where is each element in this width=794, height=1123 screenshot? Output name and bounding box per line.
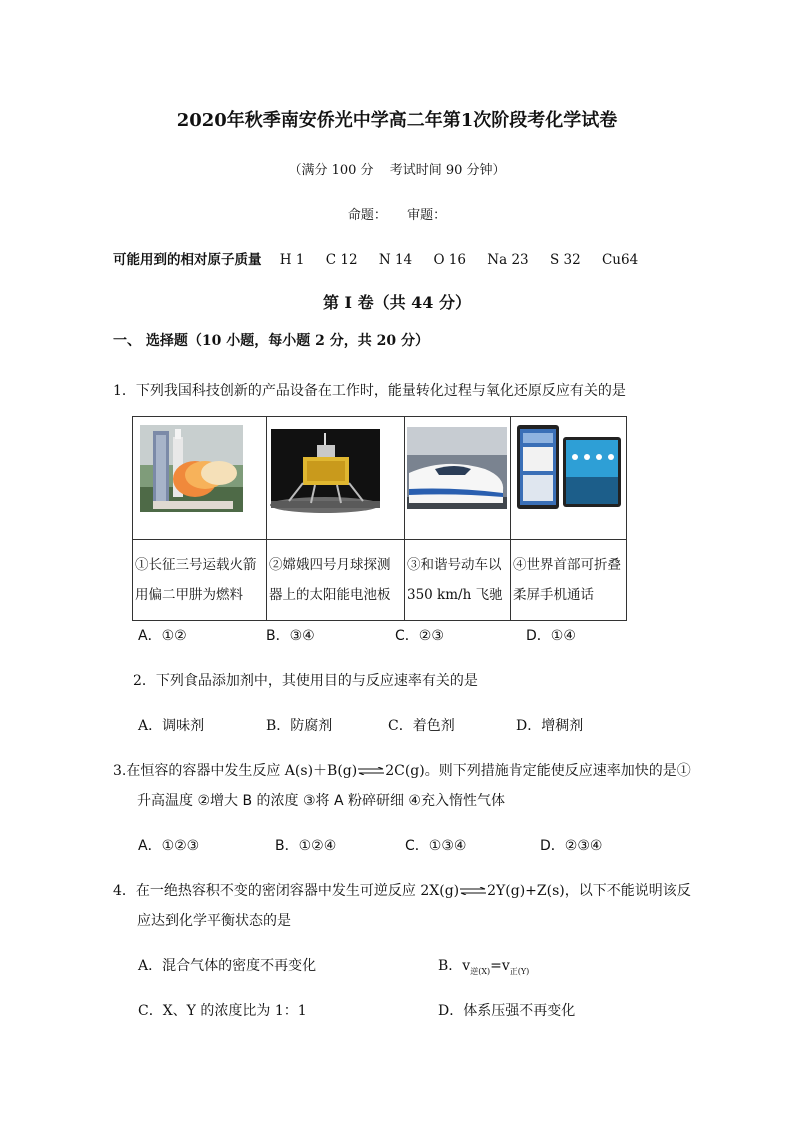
exam-subtitle	[0, 159, 794, 178]
q4-option-b-pre: B．v	[438, 958, 471, 974]
bullet-train-image	[405, 417, 510, 535]
section-title: 一、 选择题（10 小题，每小题 2 分，共 20 分）	[113, 333, 429, 349]
q3-option-c: C．①③④	[405, 838, 467, 854]
q2-stem: 2．下列食品添加剂中，其使用目的与反应速率有关的是	[133, 673, 478, 689]
q4-option-a: A．混合气体的密度不再变化	[138, 958, 317, 974]
q1-option-c: C．②③	[395, 628, 444, 644]
atomic-masses	[113, 248, 655, 268]
mass-na: Na 23	[487, 252, 529, 268]
q4-stem-line2: 应达到化学平衡状态的是	[137, 913, 291, 929]
part-title: 第 I 卷（共 44 分）	[322, 293, 472, 312]
q3-stem	[113, 760, 691, 780]
q1-image-cell-4	[511, 417, 627, 540]
q1-cell-2: ②嫦娥四号月球探测器上的太阳能电池板	[267, 540, 405, 621]
q4-option-d: D．体系压强不再变化	[438, 1003, 576, 1019]
author-label: 命题：	[347, 208, 387, 223]
exam-roles	[0, 204, 794, 223]
foldable-phone-image	[511, 417, 626, 535]
q3-option-d: D．②③④	[540, 838, 603, 854]
q3-stem-pre: 3.在恒容的容器中发生反应 A(s)＋B(g)	[113, 763, 358, 779]
q1-cell-1: ①长征三号运载火箭用偏二甲肼为燃料	[133, 540, 267, 621]
q3-stem-line2: 升高温度 ②增大 B 的浓度 ③将 A 粉碎研细 ④充入惰性气体	[137, 793, 505, 809]
q2-option-b: B．防腐剂	[266, 718, 333, 734]
q4-option-b-sub1: 逆(X)	[470, 966, 491, 976]
exam-title: 2020年秋季南安侨光中学高二年第1次阶段考化学试卷	[176, 110, 618, 131]
mass-n: N 14	[378, 252, 413, 268]
q1-image-cell-1	[133, 417, 267, 540]
q1-option-a: A．①②	[138, 628, 187, 644]
q3-option-b: B．①②④	[275, 838, 337, 854]
q1-cell-4: ④世界首部可折叠柔屏手机通话	[511, 540, 627, 621]
q4-stem-pre: 4．在一绝热容积不变的密闭容器中发生可逆反应 2X(g)	[113, 883, 460, 899]
q4-stem	[113, 880, 691, 900]
q1-option-b: B．③④	[266, 628, 315, 644]
q3-option-a: A．①②③	[138, 838, 200, 854]
q1-table	[132, 416, 627, 621]
mass-s: S 32	[549, 252, 581, 268]
q3-stem-post: 2C(g)。则下列措施肯定能使反应速率加快的是①	[385, 763, 691, 779]
q1-image-cell-2	[267, 417, 405, 540]
full-score: （满分 100 分	[288, 163, 374, 178]
q4-stem-post: 2Y(g)+Z(s)，以下不能说明该反	[487, 883, 691, 899]
reviewer-label: 审题：	[407, 208, 447, 223]
q2-option-a: A．调味剂	[138, 718, 205, 734]
exam-time: 考试时间 90 分钟）	[389, 163, 506, 178]
rocket-launch-image	[133, 417, 266, 535]
lunar-lander-image	[267, 417, 404, 535]
q4-option-b	[438, 955, 529, 977]
atomic-masses-label: 可能用到的相对原子质量	[113, 252, 262, 268]
q4-option-c: C．X、Y 的浓度比为 1：1	[138, 1003, 307, 1019]
q4-option-b-mid: =v	[490, 958, 510, 974]
q2-option-c: C．着色剂	[388, 718, 455, 734]
mass-o: O 16	[433, 252, 466, 268]
q1-image-cell-3	[405, 417, 511, 540]
mass-cu: Cu64	[601, 252, 639, 268]
equilibrium-arrow-icon	[459, 887, 487, 895]
mass-c: C 12	[325, 252, 358, 268]
equilibrium-arrow-icon	[357, 767, 385, 775]
q1-option-d: D．①④	[526, 628, 576, 644]
q2-option-d: D．增稠剂	[516, 718, 584, 734]
mass-h: H 1	[279, 252, 305, 268]
q4-option-b-sub2: 正(Y)	[509, 966, 530, 976]
q1-stem: 1．下列我国科技创新的产品设备在工作时，能量转化过程与氧化还原反应有关的是	[113, 383, 626, 399]
q1-cell-3: ③和谐号动车以 350 km/h 飞驰	[405, 540, 511, 621]
